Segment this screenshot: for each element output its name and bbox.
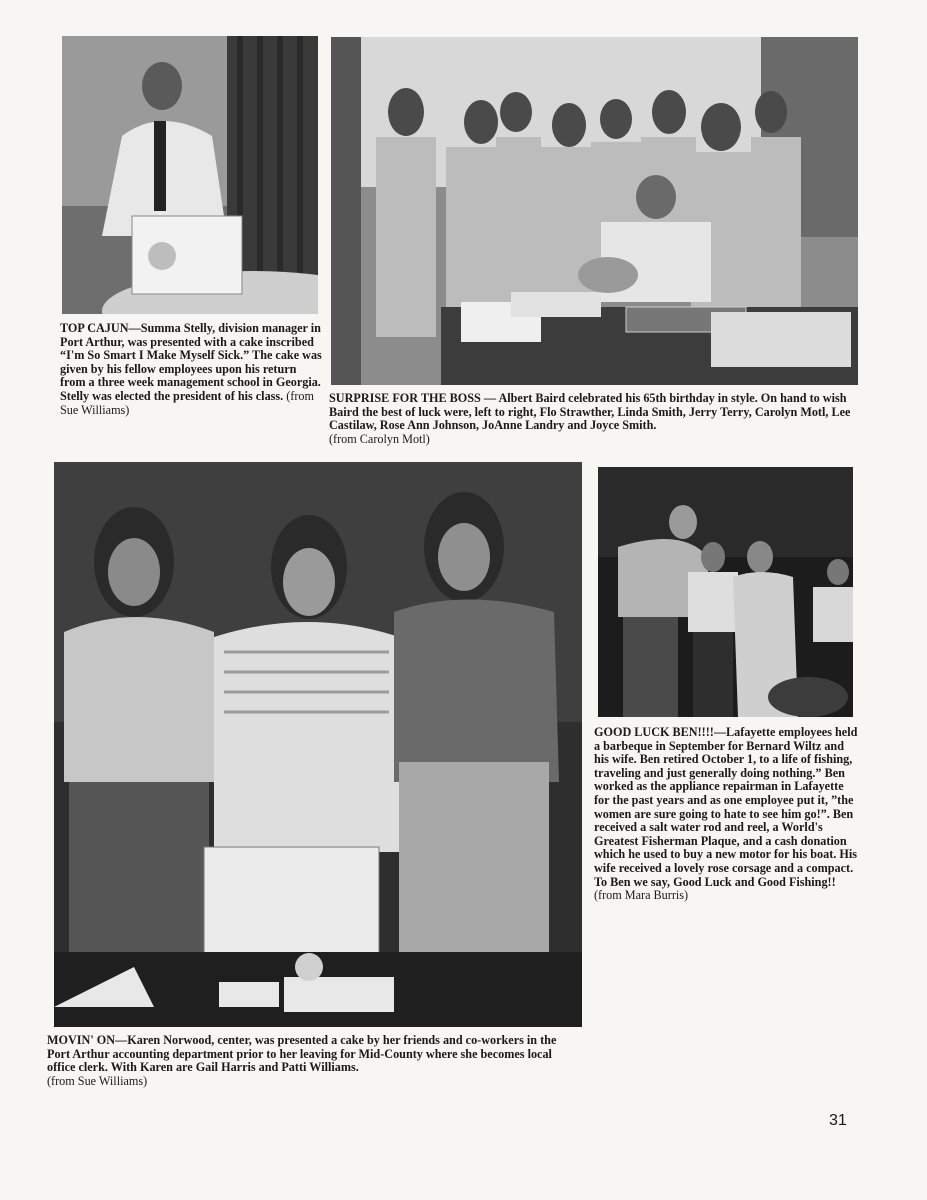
- photo-good-luck-ben: [598, 467, 853, 717]
- body-surprise-for-the-boss: Albert Baird celebrated his 65th birthday in style. On hand to wish Baird the best of luck were, left to right, Flo Strawther, Linda Smith, Jerry Terry, Carolyn Motl, Lee Castilaw, Rose Ann Johnson, JoAnne Landry and Joyce Smith.: [329, 391, 851, 433]
- caption-surprise-for-the-boss: [329, 392, 859, 446]
- credit-movin-on: (from Sue Williams): [47, 1073, 148, 1088]
- photo-movin-on: [54, 462, 582, 1027]
- credit-surprise-for-the-boss: (from Carolyn Motl): [329, 431, 430, 446]
- photo-top-cajun: [62, 36, 318, 314]
- separator-movin-on: —: [115, 1033, 128, 1047]
- separator-surprise-for-the-boss: —: [480, 391, 499, 405]
- caption-movin-on: [47, 1034, 577, 1088]
- separator-good-luck-ben: —: [713, 725, 727, 739]
- body-movin-on: Karen Norwood, center, was presented a cake by her friends and co-workers in the Port Arthur accounting department prior to her leaving for Mid-County where she becomes local office clerk. With Karen are Gail Harris and Patti Williams.: [47, 1033, 557, 1075]
- caption-top-cajun: [60, 322, 322, 417]
- headline-good-luck-ben: GOOD LUCK BEN!!!!: [594, 725, 714, 739]
- body-good-luck-ben: Lafayette employees held a barbeque in September for Bernard Wiltz and his wife. Ben retired October 1, to a life of fishing, traveling and just generally doing nothing.” Ben worked as the appliance repairman in Lafayette for the past years and as one employee put it, ”the women are sure going to hate to see him go!”. Ben received a salt water rod and reel, a World's Greatest Fisherman Plaque, and a cash donation which he used to buy a new motor for his boat. His wife received a lovely rose corsage and a compact. To Ben we say, Good Luck and Good Fishing!!: [594, 725, 858, 889]
- separator-top-cajun: —: [128, 321, 141, 335]
- headline-surprise-for-the-boss: SURPRISE FOR THE BOSS: [329, 391, 481, 405]
- page-number: 31: [829, 1112, 847, 1129]
- headline-movin-on: MOVIN' ON: [47, 1033, 116, 1047]
- body-top-cajun: Summa Stelly, division manager in Port Arthur, was presented with a cake inscribed “I'm So Smart I Make Myself Sick.” The cake was given by his fellow employees upon his return from a three week management school in Georgia. Stelly was elected the president of his class.: [60, 321, 322, 403]
- headline-top-cajun: TOP CAJUN: [60, 321, 129, 335]
- photo-surprise-for-the-boss: [331, 37, 858, 385]
- caption-good-luck-ben: [594, 726, 858, 903]
- credit-good-luck-ben: (from Mara Burris): [594, 888, 689, 903]
- credit-top-cajun: (from Sue Williams): [60, 388, 314, 417]
